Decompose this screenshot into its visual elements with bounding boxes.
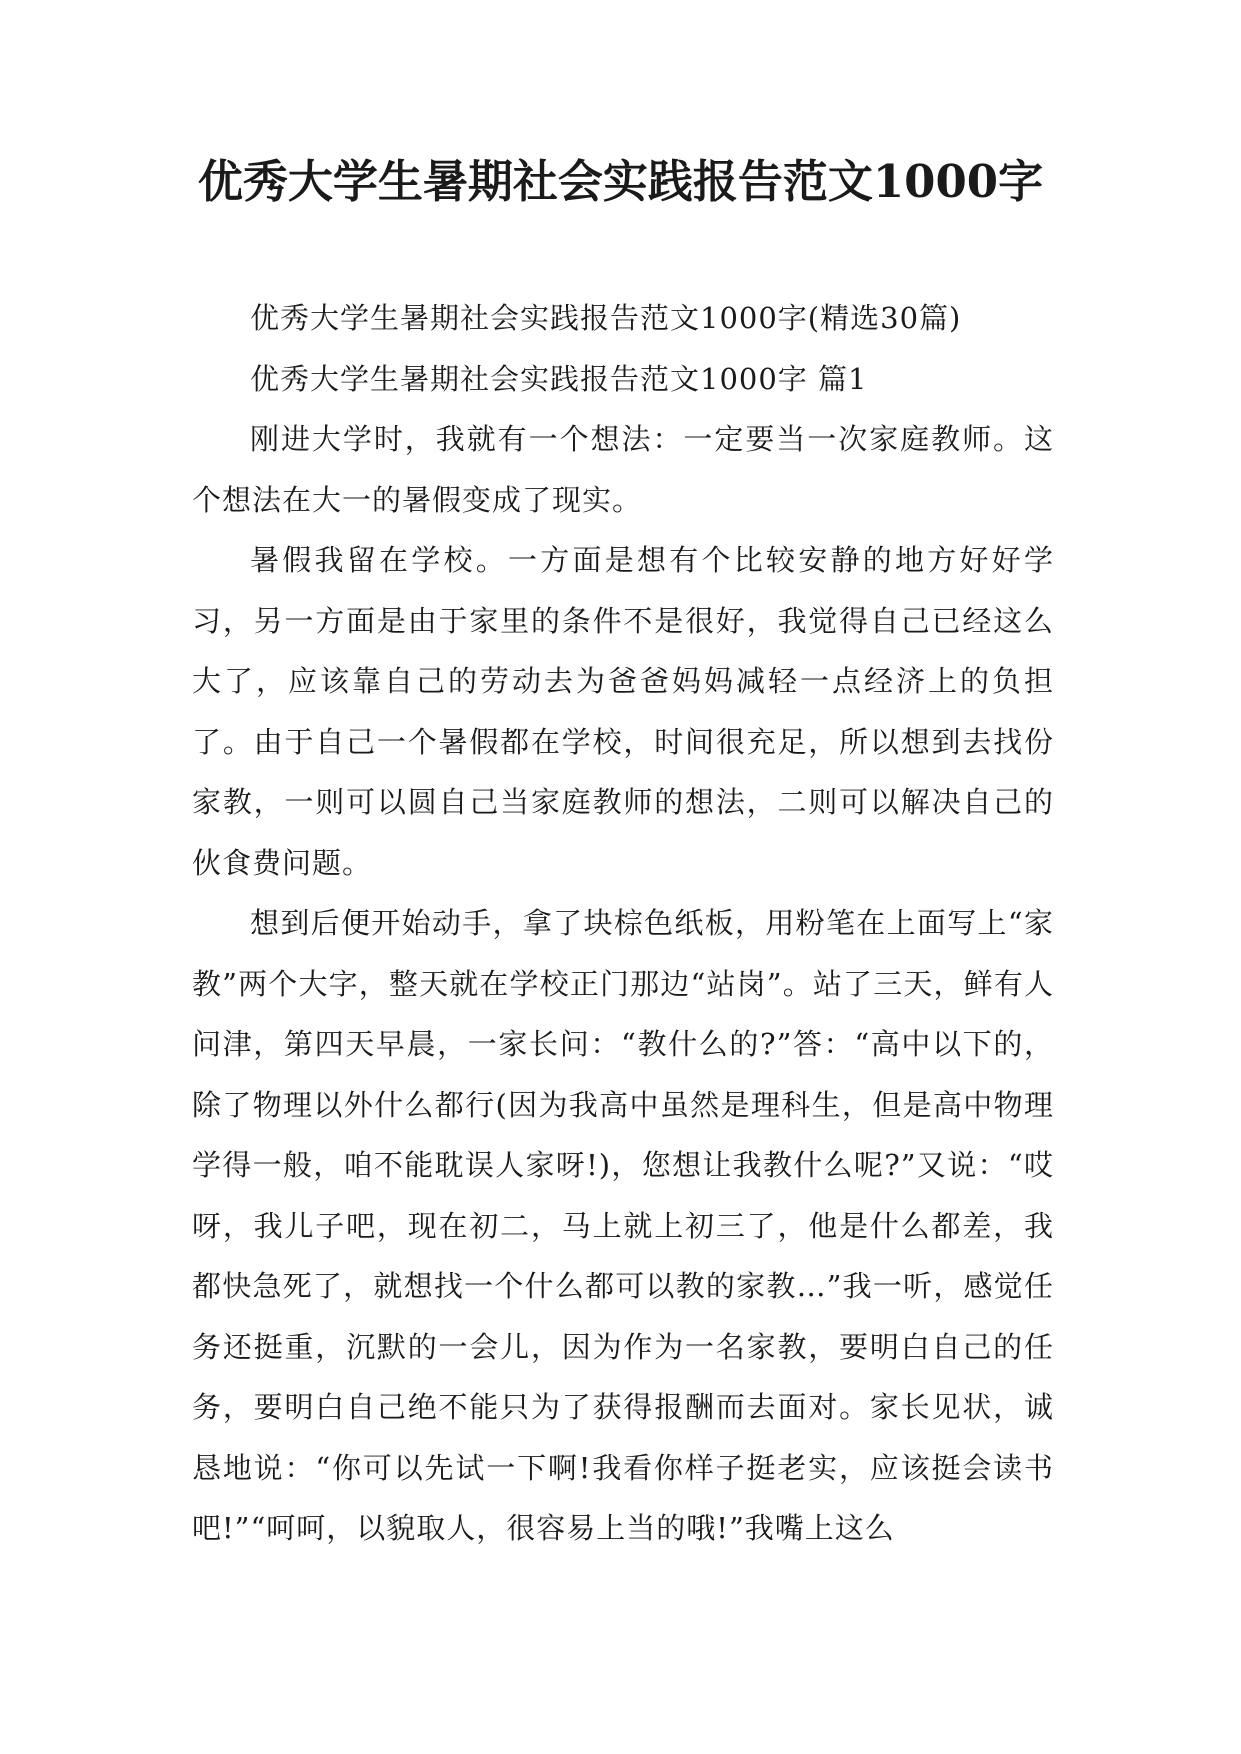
document-body — [192, 288, 1054, 1559]
paragraph: 暑假我留在学校。一方面是想有个比较安静的地方好好学习，另一方面是由于家里的条件不是很好，我觉得自己已经这么大了，应该靠自己的劳动去为爸爸妈妈减轻一点经济上的负担了。由于自己一个暑假都在学校，时间很充足，所以想到去找份家教，一则可以圆自己当家庭教师的想法，二则可以解决自己的伙食费问题。 — [192, 543, 1054, 880]
paragraph: 想到后便开始动手，拿了块棕色纸板，用粉笔在上面写上“家教”两个大字，整天就在学校正门那边“站岗”。站了三天，鲜有人问津，第四天早晨，一家长问：“教什么的?”答：“高中以下的，除了物理以外什么都行(因为我高中虽然是理科生，但是高中物理学得一般，咱不能耽误人家呀!)，您想让我教什么呢?”又说：“哎呀，我儿子吧，现在初二，马上就上初三了，他是什么都差，我都快急死了，就想找一个什么都可以教的家教…”我一听，感觉任务还挺重，沉默的一会儿，因为作为一名家教，要明白自己的任务，要明白自己绝不能只为了获得报酬而去面对。家长见状，诚恳地说：“你可以先试一下啊!我看你样子挺老实，应该挺会读书吧!”“呵呵，以貌取人，很容易上当的哦!”我嘴上这么 — [192, 906, 1054, 1545]
subtitle-line: 优秀大学生暑期社会实践报告范文1000字(精选30篇) — [250, 301, 962, 335]
section-heading: 优秀大学生暑期社会实践报告范文1000字 篇1 — [250, 361, 868, 396]
paragraph: 刚进大学时，我就有一个想法：一定要当一次家庭教师。这个想法在大一的暑假变成了现实。 — [192, 422, 1054, 517]
document-title: 优秀大学生暑期社会实践报告范文1000字 — [197, 155, 1044, 208]
